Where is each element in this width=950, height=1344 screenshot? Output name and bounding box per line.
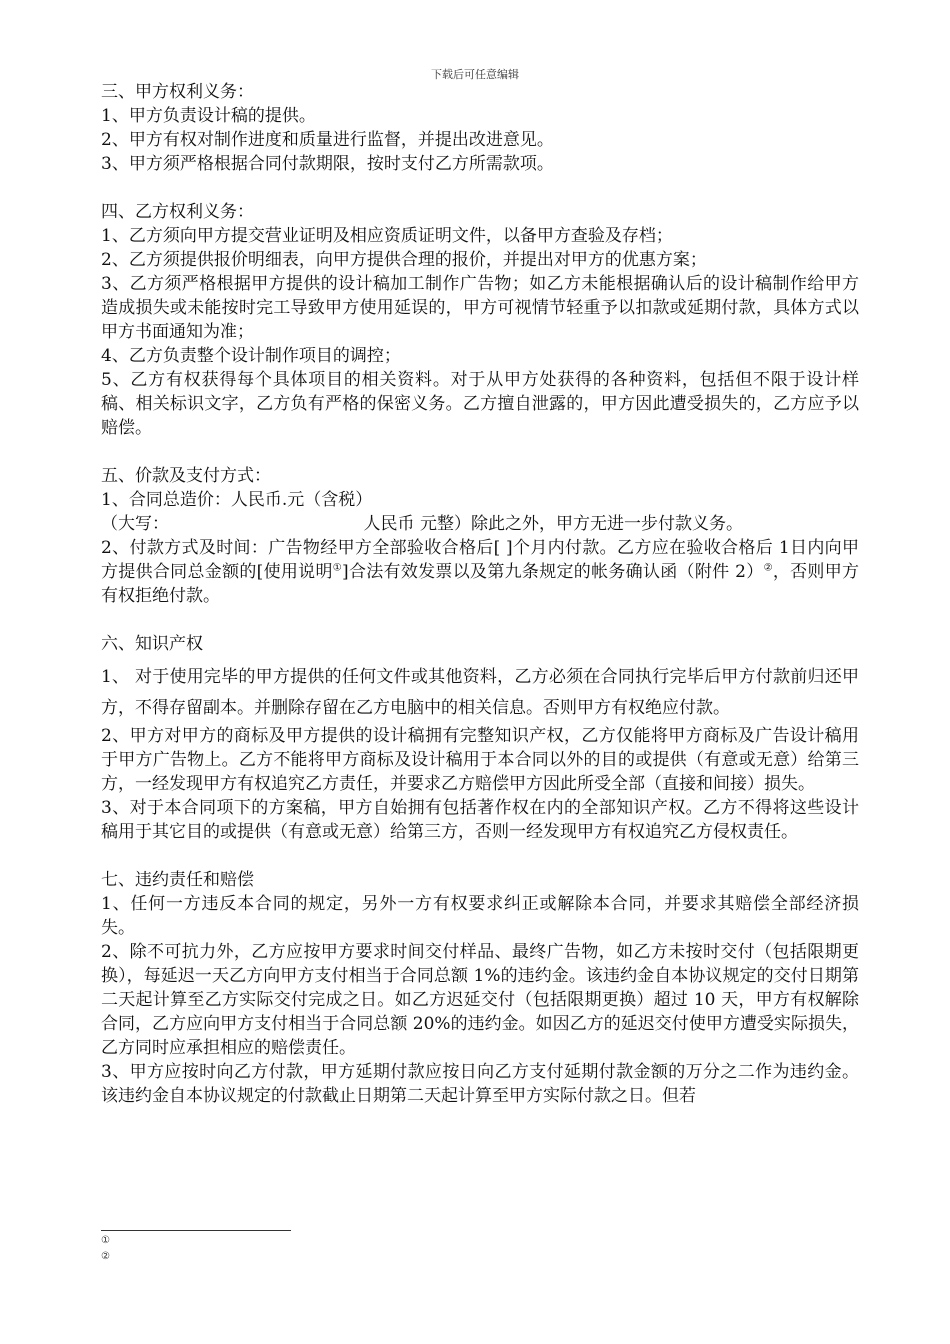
- section-7-item-1: 1、任何一方违反本合同的规定，另外一方有权要求纠正或解除本合同，并要求其赔偿全部经济损失。: [101, 894, 859, 938]
- footnote-1: ①: [101, 1235, 110, 1246]
- section-6-item-2: 2、甲方对甲方的商标及甲方提供的设计稿拥有完整知识产权，乙方仅能将甲方商标及广告设计稿用于甲方广告物上。乙方不能将甲方商标及设计稿用于本合同以外的目的或提供（有意或无意）给第三方，一经发现甲方有权追究乙方责任，并要求乙方赔偿甲方因此所受全部（直接和间接）损失。: [101, 726, 859, 794]
- document-body: [101, 80, 859, 1108]
- footnote-ref-2[interactable]: ②: [763, 562, 773, 574]
- page-header-note: 下载后可任意编辑: [431, 68, 519, 81]
- section-5-amount-in-words: [101, 512, 859, 536]
- section-7-item-3: 3、甲方应按时向乙方付款，甲方延期付款应按日向乙方支付延期付款金额的万分之二作为违约金。该违约金自本协议规定的付款截止日期第二天起计算至甲方实际付款之日。但若: [101, 1062, 859, 1106]
- section-4-title: 四、乙方权利义务：: [101, 202, 254, 222]
- section-3-item-2: 2、甲方有权对制作进度和质量进行监督，并提出改进意见。: [101, 130, 554, 150]
- section-5-item-2: [101, 536, 859, 608]
- section-5-title: 五、价款及支付方式：: [101, 466, 271, 486]
- section-5-item-1: 1、合同总造价：人民币.元（含税）: [101, 490, 373, 510]
- footnote-ref-1[interactable]: ①: [332, 562, 343, 574]
- section-3-item-3: 3、甲方须严格根据合同付款期限，按时支付乙方所需款项。: [101, 154, 554, 174]
- section-6-item-1: 1、 对于使用完毕的甲方提供的任何文件或其他资料，乙方必须在合同执行完毕后甲方付款前归还甲方，不得存留副本。并删除存留在乙方电脑中的相关信息。否则甲方有权绝应付款。: [101, 667, 859, 718]
- section-4-item-1: 1、乙方须向甲方提交营业证明及相应资质证明文件，以备甲方查验及存档；: [101, 226, 673, 246]
- amount-in-words-label: （大写：: [101, 514, 169, 534]
- section-7-title: 七、违约责任和赔偿: [101, 870, 254, 890]
- section-4-item-5: 5、乙方有权获得每个具体项目的相关资料。对于从甲方处获得的各种资料，包括但不限于设计样稿、相关标识文字，乙方负有严格的保密义务。乙方擅自泄露的，甲方因此遭受损失的，乙方应予以赔偿。: [101, 370, 859, 438]
- footnote-2: ②: [101, 1251, 110, 1262]
- payment-text-b: ]合法有效发票以及第九条规定的帐务确认函（附件 2）: [342, 562, 764, 582]
- section-3-title: 三、甲方权利义务：: [101, 82, 254, 102]
- payment-text-c: ，否则甲方有权拒绝付款。: [101, 562, 860, 606]
- footnote-separator: [101, 1230, 291, 1231]
- section-7-item-2: 2、除不可抗力外，乙方应按甲方要求时间交付样品、最终广告物，如乙方未按时交付（包括限期更换），每延迟一天乙方向甲方支付相当于合同总额 1%的违约金。该违约金自本协议规定的交付日期第二天起计算至乙方实际交付完成之日。如乙方迟延交付（包括限期更换）超过 10 天，甲方有权解除合同，乙方应向甲方支付相当于合同总额 20%的违约金。如因乙方的延迟交付使甲方遭受实际损失，乙方同时应承担相应的赔偿责任。: [101, 942, 860, 1058]
- section-6-item-3: 3、对于本合同项下的方案稿，甲方自始拥有包括著作权在内的全部知识产权。乙方不得将这些设计稿用于其它目的或提供（有意或无意）给第三方，否则一经发现甲方有权追究乙方侵权责任。: [101, 798, 859, 842]
- amount-in-words-blank: [169, 514, 364, 534]
- section-6-title: 六、知识产权: [101, 634, 203, 654]
- section-4-item-3: 3、乙方须严格根据甲方提供的设计稿加工制作广告物；如乙方未能根据确认后的设计稿制作给甲方造成损失或未能按时完工导致甲方使用延误的，甲方可视情节轻重予以扣款或延期付款，具体方式以甲方书面通知为准；: [101, 274, 859, 342]
- section-4-item-2: 2、乙方须提供报价明细表，向甲方提供合理的报价，并提出对甲方的优惠方案；: [101, 250, 707, 270]
- amount-in-words-text: 人民币 元整）除此之外，甲方无进一步付款义务。: [363, 514, 743, 534]
- section-3-item-1: 1、甲方负责设计稿的提供。: [101, 106, 316, 126]
- payment-text-a: 2、付款方式及时间：广告物经甲方全部验收合格后[ ]个月内付款。乙方应在验收合格后 1日内向甲方提供合同总金额的[使用说明: [101, 538, 859, 582]
- section-4-item-4: 4、乙方负责整个设计制作项目的调控；: [101, 346, 401, 366]
